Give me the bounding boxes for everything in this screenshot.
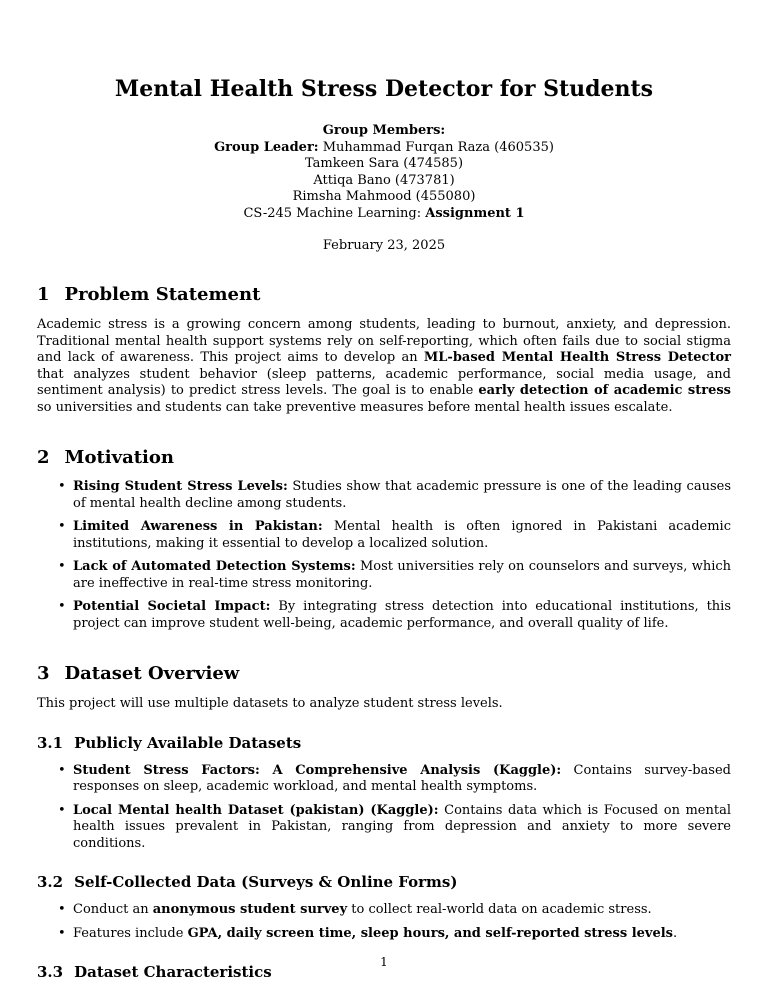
item-bold-label: Lack of Automated Detection Systems:	[73, 559, 356, 574]
item-text: to collect real-world data on academic stress.	[347, 902, 652, 917]
list-item	[37, 479, 731, 512]
assignment-label: Assignment 1	[425, 205, 525, 221]
section-number: 3	[37, 663, 50, 684]
course-line	[37, 206, 731, 223]
subsection-title: Dataset Characteristics	[74, 963, 272, 981]
group-members-label: Group Members:	[322, 123, 446, 138]
subsection-number: 3.3	[37, 963, 64, 981]
item-bold-label: Student Stress Factors: A Comprehensive Analysis (Kaggle):	[73, 762, 562, 778]
section-heading-problem-statement	[37, 284, 731, 305]
group-leader-label: Group Leader:	[214, 139, 319, 155]
author-block	[37, 123, 731, 222]
subsection-number: 3.1	[37, 733, 64, 752]
list-item	[37, 519, 731, 552]
item-text: By integrating stress detection into educational institutions, this project can improve student well-being, academic performance, and overall quality of life.	[73, 599, 731, 631]
section-number: 1	[37, 284, 50, 305]
item-text: Most universities rely on counselors and surveys, which are ineffective in real-time stress monitoring.	[73, 559, 732, 591]
item-bold-phrase: anonymous student survey	[152, 902, 348, 917]
item-text: Features include	[73, 925, 188, 941]
item-bold-label: Local Mental health Dataset (pakistan) (Kaggle):	[73, 802, 439, 818]
item-bold-label: Limited Awareness in Pakistan:	[73, 519, 323, 534]
paragraph-text: Academic stress is a growing concern among students, leading to burnout, anxiety, and depression. Traditional mental health support systems rely on self-reporting, which often fails due to social stigma and lack of awareness. This project aims to develop an	[37, 317, 731, 365]
list-item	[37, 926, 731, 943]
section-title: Motivation	[64, 447, 174, 468]
item-text: Mental health is often ignored in Pakistani academic institutions, making it essential to develop a localized solution.	[73, 519, 731, 551]
item-bold-label: Rising Student Stress Levels:	[73, 479, 288, 494]
item-text: Conduct an	[73, 902, 153, 917]
item-text: Contains survey-based responses on sleep, academic workload, and mental health symptoms.	[73, 762, 731, 794]
problem-statement-paragraph	[37, 317, 731, 416]
bold-phrase: ML-based Mental Health Stress Detector	[423, 350, 731, 365]
section-title: Dataset Overview	[64, 663, 240, 684]
list-item	[37, 763, 731, 796]
subsection-title: Publicly Available Datasets	[74, 733, 302, 752]
document-title: Mental Health Stress Detector for Students	[114, 76, 654, 102]
self-collected-list	[37, 902, 731, 942]
item-bold-label: Potential Societal Impact:	[73, 599, 271, 614]
section-title: Problem Statement	[64, 284, 261, 305]
dataset-overview-intro: This project will use multiple datasets to analyze student stress levels.	[37, 696, 503, 711]
list-item	[37, 902, 731, 919]
list-item	[37, 599, 731, 632]
member-name: Rimsha Mahmood (455080)	[292, 189, 476, 204]
section-heading-motivation	[37, 447, 731, 468]
bold-phrase: early detection of academic stress	[478, 383, 731, 398]
motivation-list	[37, 479, 731, 632]
member-name: Tamkeen Sara (474585)	[304, 156, 464, 171]
item-text: .	[673, 925, 678, 941]
subsection-title: Self-Collected Data (Surveys & Online Forms)	[74, 873, 458, 891]
course-prefix: CS-245 Machine Learning:	[243, 205, 426, 221]
item-text: Studies show that academic pressure is one of the leading causes of mental health decline among students.	[73, 479, 731, 511]
paragraph-text: that analyzes student behavior (sleep patterns, academic performance, social media usage, and sentiment analysis) to predict stress levels. The goal is to enable	[37, 366, 731, 398]
subsection-heading-public-datasets	[37, 734, 731, 752]
section-heading-dataset-overview	[37, 663, 731, 684]
item-bold-phrase: GPA, daily screen time, sleep hours, and self-reported stress levels	[187, 925, 673, 941]
section-number: 2	[37, 447, 50, 468]
list-item	[37, 803, 731, 853]
page-number: 1	[380, 955, 388, 969]
item-text: Contains data which is Focused on mental health issues prevalent in Pakistan, ranging from depression and anxiety to more severe conditions.	[73, 802, 731, 851]
public-datasets-list	[37, 763, 731, 853]
list-item	[37, 559, 731, 592]
paragraph-text: so universities and students can take preventive measures before mental health issues escalate.	[37, 399, 673, 415]
group-leader-line	[37, 140, 731, 157]
document-date: February 23, 2025	[322, 238, 446, 253]
member-name: Attiqa Bano (473781)	[313, 172, 455, 188]
subsection-number: 3.2	[37, 873, 64, 891]
subsection-heading-self-collected	[37, 873, 731, 891]
group-leader-name: Muhammad Furqan Raza (460535)	[318, 139, 554, 155]
